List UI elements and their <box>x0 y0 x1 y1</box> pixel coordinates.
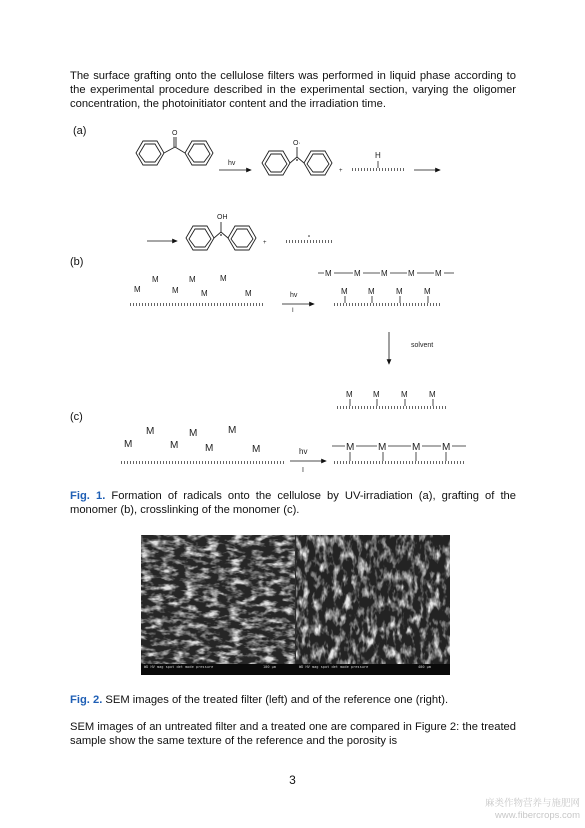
svg-text:M: M <box>170 440 179 451</box>
svg-text:M: M <box>381 269 388 278</box>
svg-text:M: M <box>354 269 361 278</box>
benzophenone-structure <box>136 137 213 165</box>
svg-text:M: M <box>429 390 436 399</box>
oxygen-atom: O <box>172 130 178 137</box>
sem-scale-right: 400 µm <box>418 665 431 669</box>
sem-image-reference <box>296 535 450 664</box>
closing-paragraph: SEM images of an untreated filter and a treated one are compared in Figure 2: the treated sample show the same texture of the reference and the porosity is <box>70 721 516 747</box>
page-number: 3 <box>289 773 296 787</box>
svg-text:M: M <box>220 274 227 283</box>
svg-text:M: M <box>146 426 155 437</box>
svg-text:M: M <box>378 442 387 453</box>
figure-2-caption-label: Fig. 2. <box>70 694 103 706</box>
grafted-chain-b <box>318 268 454 303</box>
solvent-label: solvent <box>411 342 434 349</box>
svg-text:M: M <box>408 269 415 278</box>
watermark-line1: 麻类作物营养与施肥网 <box>484 798 580 809</box>
ketyl-radical-structure <box>262 147 332 175</box>
cellulose-surface-b2 <box>332 303 442 306</box>
hv-label-c: hv <box>299 447 308 456</box>
cellulose-surface-b3 <box>336 406 446 409</box>
hv-label-b: hv <box>290 292 298 299</box>
svg-text:M: M <box>124 439 133 450</box>
svg-text:M: M <box>189 275 196 284</box>
cellulose-surface-a2 <box>284 240 332 243</box>
figure-2-caption-text: SEM images of the treated filter (left) and of the reference one (right). <box>102 694 449 706</box>
sem-scale-left: 100 µm <box>263 665 276 669</box>
svg-text:M: M <box>252 444 261 455</box>
free-monomers-b <box>134 274 252 298</box>
svg-text:M: M <box>396 287 403 296</box>
plus-sign-a1: + <box>339 168 343 174</box>
cellulose-surface-c2 <box>332 461 466 464</box>
svg-text:M: M <box>346 390 353 399</box>
svg-text:M: M <box>172 286 179 295</box>
cellulose-surface-a1 <box>352 168 404 171</box>
sem-image-treated <box>141 535 295 664</box>
sem-info-right: WD HV mag spot det mode pressure <box>299 665 369 669</box>
svg-text:M: M <box>424 287 431 296</box>
watermark <box>456 798 580 822</box>
svg-text:M: M <box>412 442 421 453</box>
svg-text:M: M <box>442 442 451 453</box>
benzhydrol-radical-structure <box>186 222 256 250</box>
svg-text:M: M <box>134 285 141 294</box>
svg-text:M: M <box>325 269 332 278</box>
grafted-monomers-after-solvent <box>346 390 436 406</box>
svg-text:M: M <box>373 390 380 399</box>
crosslinked-chain-c <box>332 439 466 461</box>
panel-b-label: (b) <box>70 256 84 268</box>
panel-c-label: (c) <box>70 411 83 423</box>
svg-text:M: M <box>201 289 208 298</box>
sem-image-pair <box>141 535 450 675</box>
sem-info-bar <box>141 664 450 675</box>
svg-text:M: M <box>152 275 159 284</box>
cellulose-surface-b1 <box>130 303 264 306</box>
svg-text:M: M <box>346 442 355 453</box>
hydroxyl-group: OH <box>217 214 228 221</box>
free-monomers-c <box>124 425 260 455</box>
sem-info-left: WD HV mag spot det mode pressure <box>144 665 214 669</box>
svg-text:M: M <box>189 428 198 439</box>
svg-text:M: M <box>228 425 237 436</box>
hydrogen-atom: H <box>375 151 381 160</box>
figure-2-caption <box>70 693 516 707</box>
bar-label-c: I <box>302 467 304 474</box>
svg-text:M: M <box>401 390 408 399</box>
svg-text:M: M <box>245 289 252 298</box>
watermark-line2: www.fibercrops.com <box>495 810 580 821</box>
plus-sign-a2: + <box>263 240 267 246</box>
figure-1-caption-label: Fig. 1. <box>70 490 106 502</box>
svg-text:M: M <box>435 269 442 278</box>
svg-text:M: M <box>368 287 375 296</box>
svg-text:M: M <box>341 287 348 296</box>
cellulose-surface-c1 <box>120 461 284 464</box>
panel-a-label: (a) <box>73 125 87 137</box>
bar-label-b: I <box>292 308 294 314</box>
oxygen-radical: O· <box>293 140 301 147</box>
hv-label-a: hv <box>228 160 236 167</box>
figure-1-caption-text: Formation of radicals onto the cellulose by UV-irradiation (a), grafting of the monomer (b), crosslinking of the monomer (c). <box>70 490 517 516</box>
intro-paragraph: The surface grafting onto the cellulose filters was performed in liquid phase according to the experimental procedure described in the experimental section, varying the oligomer concentration, the photoinitiator content and the irradiation time. <box>70 70 516 110</box>
figure-1-caption <box>70 489 516 517</box>
svg-text:M: M <box>205 443 214 454</box>
